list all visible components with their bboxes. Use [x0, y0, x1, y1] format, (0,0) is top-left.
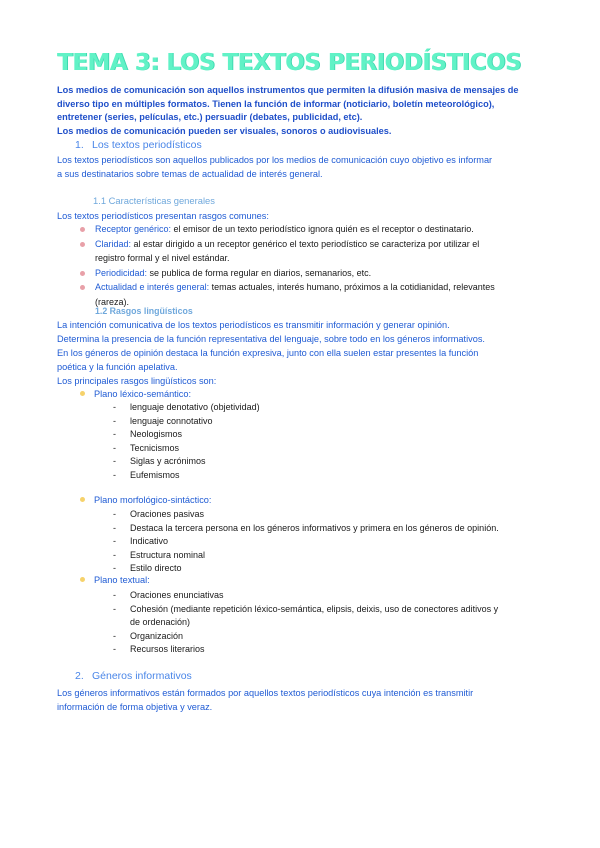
item-key: Periodicidad: — [95, 267, 148, 278]
subsection-1-1-heading: 1.1 Características generales — [93, 195, 215, 206]
lexico-semantico-list — [113, 401, 260, 483]
list-item-continuation: (rareza). — [95, 296, 130, 307]
section-title: Géneros informativos — [92, 670, 192, 682]
group-morfologico-sintactico — [80, 495, 211, 505]
item-key: Receptor genérico: — [95, 224, 172, 234]
text-line: información de forma objetiva y veraz. — [57, 702, 213, 712]
section-title: Los textos periodísticos — [92, 139, 202, 151]
list-item: - lenguaje denotativo (objetividad) — [113, 401, 260, 415]
characteristics-list — [80, 222, 495, 309]
bullet-icon — [80, 391, 85, 396]
group-label: Plano morfológico-sintáctico: — [94, 495, 212, 505]
list-item — [80, 266, 495, 281]
group-textual — [80, 575, 150, 585]
intro-line: Los medios de comunicación pueden ser visuales, sonoros o audiovisuales. — [57, 125, 392, 136]
item-text: el emisor de un texto periodístico ignora quién es el receptor o destinatario. — [171, 224, 474, 234]
list-item — [80, 280, 495, 295]
list-item: - Indicativo — [113, 535, 499, 549]
text-line: a sus destinatarios sobre temas de actualidad de interés general. — [57, 169, 323, 179]
item-text: temas actuales, interés humano, próximos a la cotidianidad, relevantes — [209, 282, 495, 292]
item-key: Claridad: — [95, 238, 132, 249]
text-line: La intención comunicativa de los textos periodísticos es transmitir información y generar opinión. — [57, 320, 450, 330]
item-text: al estar dirigido a un receptor genérico el texto periodístico se caracteriza por utilizar el — [131, 238, 480, 249]
text-line: poética y la función apelativa. — [57, 362, 178, 372]
intro-line: Los medios de comunicación son aquellos instrumentos que permiten la difusión masiva de mensajes de — [57, 85, 519, 95]
list-item: - Recursos literarios — [113, 643, 498, 657]
list-item — [80, 222, 495, 237]
list-item: - Cohesión (mediante repetición léxico-semántica, elipsis, deixis, uso de conectores aditivos y — [113, 603, 498, 617]
list-item: - Siglas y acrónimos — [113, 455, 260, 469]
morfologico-sintactico-list — [113, 508, 499, 576]
list-item: - Estructura nominal — [113, 549, 499, 563]
group-label: Plano léxico-semántico: — [94, 389, 192, 399]
section-number: 1. — [75, 139, 84, 151]
subsection-1-2-heading: 1.2 Rasgos lingüísticos — [95, 306, 193, 316]
text-line: En los géneros de opinión destaca la función expresiva, junto con ella suelen estar presentes la función — [57, 348, 479, 358]
section-number: 2. — [75, 670, 84, 682]
section-2-heading — [75, 670, 192, 682]
intro-line: diverso tipo en múltiples formatos. Tienen la función de informar (noticiario, boletín meteorológico), — [57, 98, 495, 109]
group-lexico-semantico — [80, 389, 191, 399]
list-item: - Neologismos — [113, 428, 260, 442]
bullet-icon — [80, 497, 85, 502]
text-line: Los géneros informativos están formados por aquellos textos periodísticos cuya intención es transmitir — [57, 688, 474, 698]
list-item: - Oraciones pasivas — [113, 508, 499, 522]
section-2-text — [57, 686, 473, 714]
group-label: Plano textual: — [94, 575, 150, 585]
list-item: - Eufemismos — [113, 469, 260, 483]
intro-line: entretener (series, películas, etc.) persuadir (debates, publicidad, etc). — [57, 112, 363, 122]
list-item — [80, 237, 495, 252]
list-item: - Destaca la tercera persona en los géneros informativos y primera en los géneros de opinión. — [113, 522, 499, 536]
list-item: - Tecnicismos — [113, 442, 260, 456]
section-1-heading — [75, 139, 202, 151]
text-line: Los textos periodísticos presentan rasgos comunes: — [57, 211, 269, 221]
list-item-continuation: registro formal y el nivel estándar. — [95, 253, 230, 263]
text-line: Determina la presencia de la función representativa del lenguaje, sobre todo en los géneros informativos. — [57, 334, 485, 344]
text-line: Los principales rasgos lingüísticos son: — [57, 376, 217, 386]
list-item: - Oraciones enunciativas — [113, 589, 498, 603]
bullet-icon — [80, 577, 85, 582]
list-item: - lenguaje connotativo — [113, 415, 260, 429]
item-key: Actualidad e interés general: — [95, 282, 210, 292]
intro-paragraph — [57, 84, 519, 138]
subsection-1-1-lead — [57, 209, 269, 223]
list-item: - Estilo directo — [113, 562, 499, 576]
document-title: TEMA 3: LOS TEXTOS PERIODÍSTICOS — [57, 50, 522, 76]
textual-list — [113, 589, 498, 657]
list-item: - Organización — [113, 630, 498, 644]
section-1-text — [57, 153, 492, 181]
item-text: se publica de forma regular en diarios, semanarios, etc. — [147, 267, 372, 278]
subsection-1-2-text — [57, 318, 485, 388]
list-item-continuation: de ordenación) — [130, 617, 191, 628]
text-line: Los textos periodísticos son aquellos publicados por los medios de comunicación cuyo objetivo es informar — [57, 155, 493, 165]
